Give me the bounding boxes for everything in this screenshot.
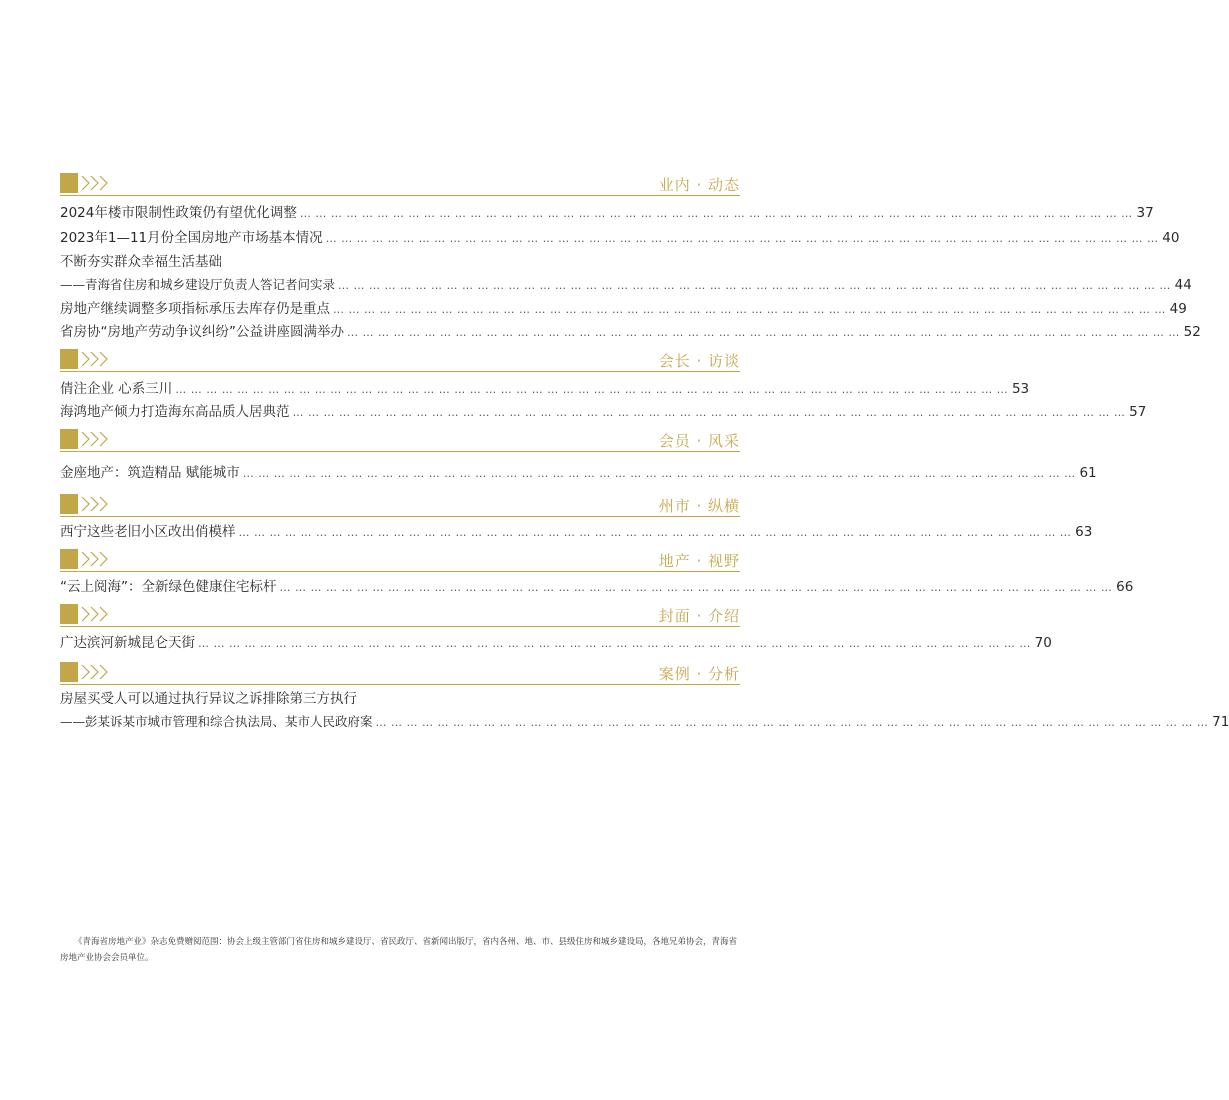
entry-subtitle: ——彭某诉某市城市管理和综合执法局、某市人民政府案: [60, 714, 373, 729]
section-header-huizhang: [60, 349, 740, 372]
section-square-icon: [60, 604, 78, 624]
toc-entry[interactable]: [60, 299, 1187, 319]
chevrons-icon: [80, 173, 110, 193]
dot-leader: … … … … … … … … … … … … … … … … … … … … … … … … … … … … … … … … … … … … … … … … … … … … … … … … … … … … … …: [242, 467, 1076, 480]
toc-entry[interactable]: [60, 522, 1093, 542]
entry-page: 44: [1174, 277, 1192, 293]
toc-entry[interactable]: [60, 203, 1154, 223]
entry-title: 西宁这些老旧小区改出俏模样: [60, 524, 236, 540]
entry-page: 61: [1079, 465, 1097, 481]
distribution-footnote: 《青海省房地产业》杂志免费赠阅范围：协会上级主管部门省住房和城乡建设厅、省民政厅、省新闻出版厅，省内各州、地、市、县级住房和城乡建设局，各地兄弟协会，青海省房地产业协会会员单位。: [60, 937, 738, 963]
entry-title: 倩注企业 心系三川: [60, 381, 173, 397]
section-title: 封面 · 介绍: [658, 607, 740, 625]
entry-page: 49: [1169, 301, 1187, 317]
section-header-anli: [60, 662, 740, 685]
chevrons-icon: [80, 494, 110, 514]
entry-title: 房地产继续调整多项指标承压去库存仍是重点: [60, 301, 330, 317]
chevrons-icon: [80, 349, 110, 369]
toc-entry[interactable]: [60, 275, 1192, 295]
section-title: 会长 · 访谈: [658, 352, 740, 370]
entry-page: 63: [1075, 524, 1093, 540]
toc-entry[interactable]: [60, 577, 1134, 597]
section-square-icon: [60, 494, 78, 514]
section-square-icon: [60, 173, 78, 193]
entry-title: 海鸿地产倾力打造海东高品质人居典范: [60, 404, 290, 420]
section-title: 地产 · 视野: [658, 552, 740, 570]
section-header-dichan: [60, 549, 740, 572]
dot-leader: … … … … … … … … … … … … … … … … … … … … … … … … … … … … … … … … … … … … … … … … … … … … … … … … … … … … … …: [347, 326, 1180, 339]
entry-title[interactable]: 房屋买受人可以通过执行异议之诉排除第三方执行: [60, 691, 357, 707]
dot-leader: … … … … … … … … … … … … … … … … … … … … … … … … … … … … … … … … … … … … … … … … … … … … … … … … … … … … … …: [292, 406, 1126, 419]
toc-entry[interactable]: [60, 463, 1097, 483]
section-square-icon: [60, 549, 78, 569]
entry-title: “云上阅海”：全新绿色健康住宅标杆: [60, 579, 277, 595]
section-title: 州市 · 纵横: [658, 497, 740, 515]
chevrons-icon: [80, 604, 110, 624]
section-title: 业内 · 动态: [658, 176, 740, 194]
entry-title: 省房协“房地产劳动争议纠纷”公益讲座圆满举办: [60, 324, 344, 340]
section-square-icon: [60, 349, 78, 369]
chevrons-icon: [80, 662, 110, 682]
entry-subtitle: ——青海省住房和城乡建设厅负责人答记者问实录: [60, 277, 336, 292]
entry-page: 66: [1116, 579, 1134, 595]
entry-page: 57: [1129, 404, 1147, 420]
toc-entry[interactable]: [60, 228, 1180, 248]
entry-title: 2023年1—11月份全国房地产市场基本情况: [60, 230, 323, 246]
entry-page: 71: [1212, 714, 1229, 730]
dot-leader: … … … … … … … … … … … … … … … … … … … … … … … … … … … … … … … … … … … … … … … … … … … … … … … … … … … … … …: [175, 383, 1009, 396]
toc-entry[interactable]: [60, 402, 1147, 422]
dot-leader: … … … … … … … … … … … … … … … … … … … … … … … … … … … … … … … … … … … … … … … … … … … … … … … … … … … … … …: [279, 581, 1113, 594]
dot-leader: … … … … … … … … … … … … … … … … … … … … … … … … … … … … … … … … … … … … … … … … … … … … … … … … … … … … … …: [325, 232, 1159, 245]
section-header-zhoushi: [60, 494, 740, 517]
section-square-icon: [60, 429, 78, 449]
toc-entry[interactable]: [60, 322, 1201, 342]
dot-leader: … … … … … … … … … … … … … … … … … … … … … … … … … … … … … … … … … … … … … … … … … … … … … … … … … … … … … …: [299, 207, 1133, 220]
chevrons-icon: [80, 549, 110, 569]
toc-entry[interactable]: [60, 379, 1030, 399]
section-header-yenei: [60, 173, 740, 196]
entry-page: 70: [1034, 635, 1052, 651]
entry-page: 37: [1136, 205, 1154, 221]
section-header-huiyuan: [60, 429, 740, 452]
entry-title: 金座地产：筑造精品 赋能城市: [60, 465, 240, 481]
entry-page: 52: [1183, 324, 1201, 340]
entry-page: 53: [1011, 381, 1030, 397]
entry-title: 2024年楼市限制性政策仍有望优化调整: [60, 205, 297, 221]
section-header-fengmian: [60, 604, 740, 627]
section-title: 案例 · 分析: [658, 665, 740, 683]
dot-leader: … … … … … … … … … … … … … … … … … … … … … … … … … … … … … … … … … … … … … … … … … … … … … … … … … … … … … …: [333, 303, 1166, 316]
dot-leader: … … … … … … … … … … … … … … … … … … … … … … … … … … … … … … … … … … … … … … … … … … … … … … … … … … … … … …: [375, 716, 1209, 729]
dot-leader: … … … … … … … … … … … … … … … … … … … … … … … … … … … … … … … … … … … … … … … … … … … … … … … … … … … … … …: [338, 279, 1171, 292]
entry-title[interactable]: 不断夯实群众幸福生活基础: [60, 254, 222, 270]
toc-entry[interactable]: [60, 633, 1052, 653]
entry-page: 40: [1162, 230, 1180, 246]
chevrons-icon: [80, 429, 110, 449]
section-title: 会员 · 风采: [658, 432, 740, 450]
section-square-icon: [60, 662, 78, 682]
dot-leader: … … … … … … … … … … … … … … … … … … … … … … … … … … … … … … … … … … … … … … … … … … … … … … … … … … … … … …: [198, 637, 1031, 650]
entry-title: 广达滨河新城昆仑天街: [60, 635, 195, 651]
toc-entry[interactable]: [60, 712, 1229, 732]
dot-leader: … … … … … … … … … … … … … … … … … … … … … … … … … … … … … … … … … … … … … … … … … … … … … … … … … … … … … …: [238, 526, 1072, 539]
